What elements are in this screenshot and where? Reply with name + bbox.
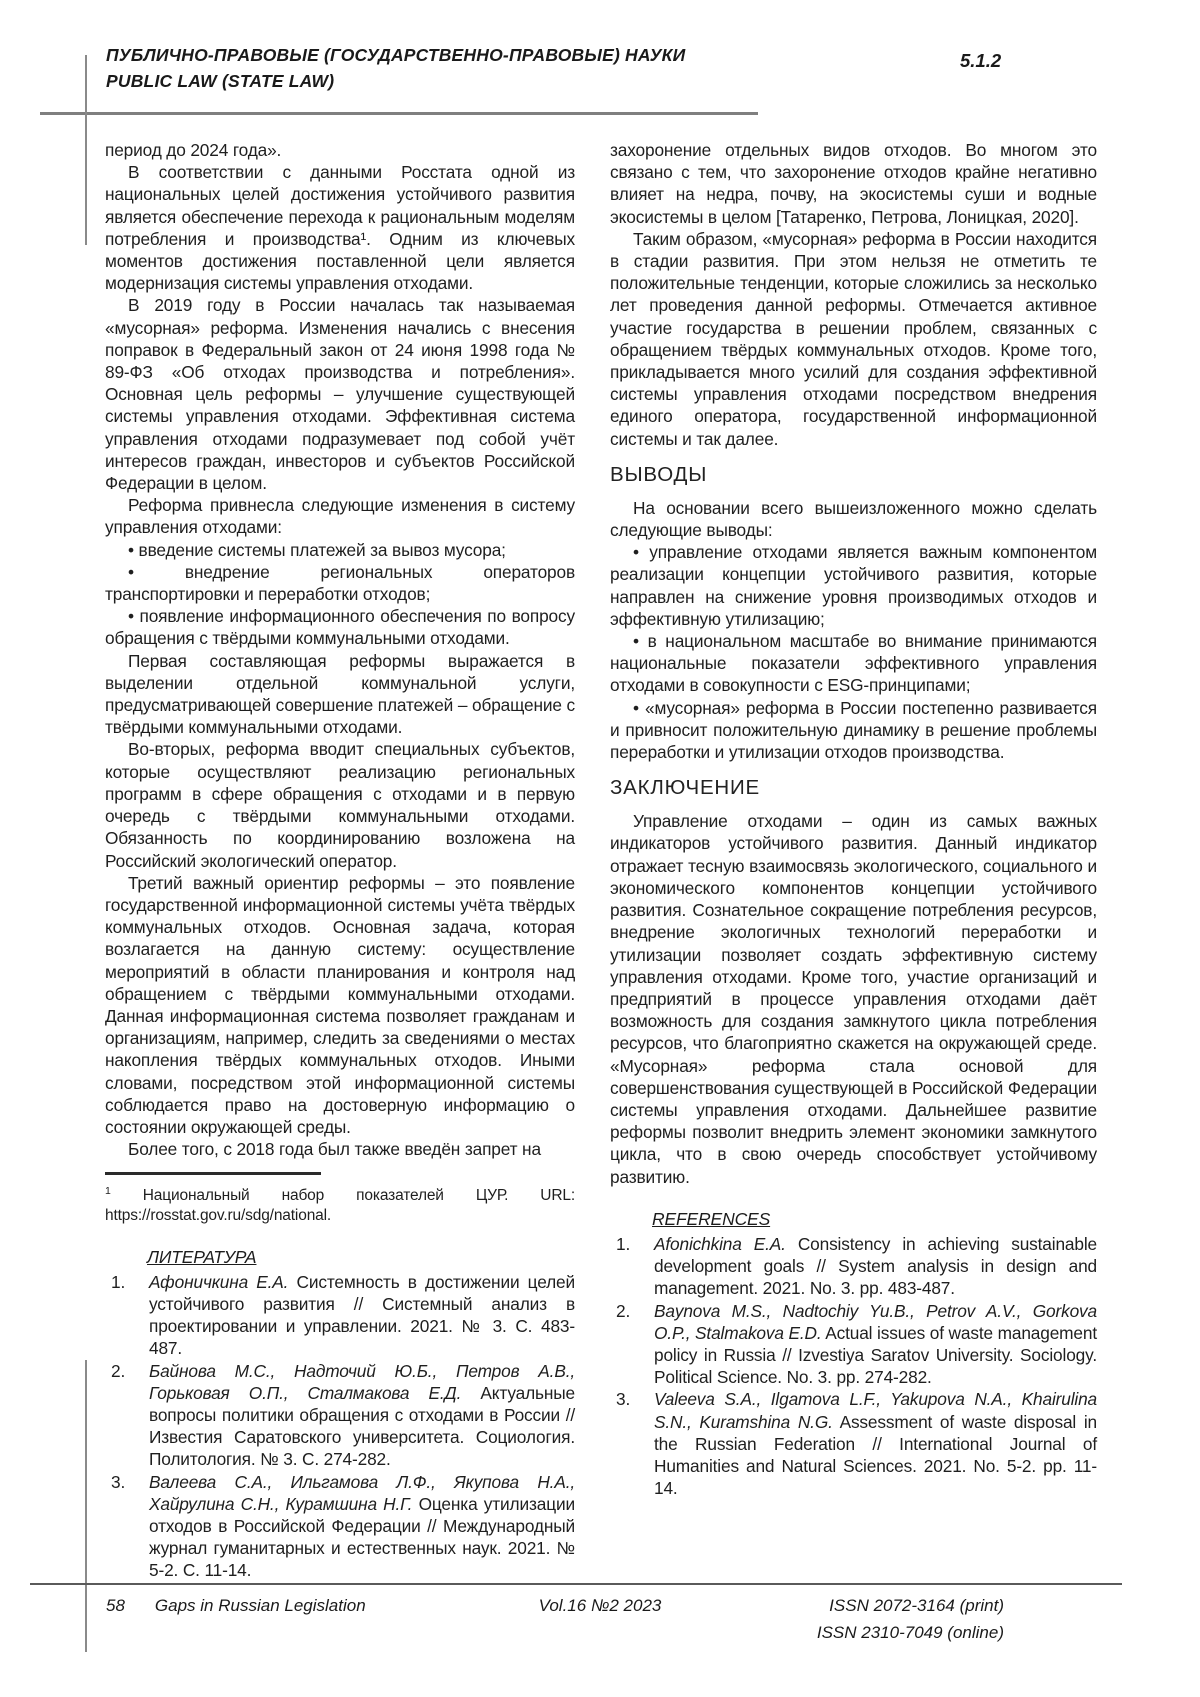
literature-list [105,1271,575,1582]
header-subject-en: PUBLIC LAW (STATE LAW) [106,71,335,91]
reference-number: 2. [111,1360,126,1381]
footer-rule [30,1583,1122,1585]
page-header [106,42,685,94]
reference-authors: Валеева С.А., Ильгамова Л.Ф., Якупова Н.А., Хайрулина С.Н., Курамшина Н.Г. [149,1471,575,1514]
reference-text: Байнова М.С., Надточий Ю.Б., Петров А.В., Горьковая О.П., Сталмакова Е.Д. Актуальные вопросы политики обращения с отходами в России // Известия Саратовского университета. Социология. Политология. № 3. С. 274-282. [149,1360,575,1470]
reference-number: 1. [616,1233,631,1254]
paragraph: Реформа привнесла следующие изменения в систему управления отходами: [105,495,575,538]
page-number: 58 [106,1596,125,1615]
references-heading: REFERENCES [652,1208,771,1229]
bullet-item: • «мусорная» реформа в России постепенно развивается и привносит положительную динамику в решение проблемы переработки и утилизации отходов производства. [610,697,1097,763]
issn-block [817,1592,1004,1646]
footnote [105,1182,575,1225]
issn-print: ISSN 2072-3164 (print) [829,1596,1004,1615]
section-heading: ЗАКЛЮЧЕНИЕ [610,776,761,800]
reference-text: Afonichkina E.A. Consistency in achieving sustainable development goals // System analysis in design and management. 2021. No. 3. pp. 483-487. [654,1233,1097,1299]
footer-left [106,1592,366,1619]
left-column [105,139,575,1582]
reference-number: 3. [616,1389,631,1410]
paragraph: Во-вторых, реформа вводит специальных субъектов, которые осуществляют реализацию региональных программ в сфере обращения с отходами и в первую очередь с твёрдыми коммунальными отходами. Обязанность по координированию возложена на Российский экологический оператор. [105,739,575,871]
reference-number: 1. [111,1271,126,1292]
reference-text: Valeeva S.A., Ilgamova L.F., Yakupova N.A., Khairulina S.N., Kuramshina N.G. Assessment of waste disposal in the Russian Federation // International Journal of Humanities and Natural Sciences. 2021. No. 5-2. pp. 11-14. [654,1389,1097,1499]
issue-info: Vol.16 №2 2023 [538,1596,662,1615]
bullet-item: • управление отходами является важным компонентом реализации концепции устойчивого развития, которые направлен на снижение уровня производимых отходов и эффективную утилизацию; [610,542,1097,629]
left-column-text [105,139,575,1160]
journal-title: Gaps in Russian Legislation [154,1596,366,1615]
margin-rule-bottom [85,1360,87,1652]
right-column-text [610,139,1097,1188]
paragraph: Третий важный ориентир реформы – это появление государственной информационной системы учёта твёрдых коммунальных отходов. Основная задача, которая возлагается на данную систему: осуществление мероприятий в области планирования и контроля над обращением с твёрдыми коммунальными отходами. Данная информационная система позволяет гражданам и организациям, например, следить за сведениями о местах накопления твёрдых коммунальных отходов. Иными словами, посредством этой информационной системы соблюдается право на достоверную информацию о состоянии окружающей среды. [105,872,575,1137]
reference-item [610,1388,1097,1499]
reference-authors: Afonichkina E.A. [654,1233,786,1254]
paragraph: На основании всего вышеизложенного можно сделать следующие выводы: [610,497,1097,541]
paragraph: В 2019 году в России началась так называемая «мусорная» реформа. Изменения начались с внесения поправок в Федеральный закон от 24 июня 1998 года № 89-ФЗ «Об отходах производства и потребления». Основная цель реформы – улучшение существующей системы управления отходами. Эффективная система управления отходами подразумевает под собой учёт интересов граждан, инвесторов и субъектов Российской Федерации в целом. [105,295,575,494]
margin-rule-top [85,55,87,245]
reference-item [105,1471,575,1582]
bullet-item: • в национальном масштабе во внимание принимаются национальные показатели эффективного управления отходами в совокупности с ESG-принципами; [610,631,1097,696]
body-columns [105,139,1097,1582]
reference-item [105,1271,575,1360]
reference-number: 2. [616,1300,631,1321]
reference-text: Афоничкина Е.А. Системность в достижении целей устойчивого развития // Системный анализ в проектировании и управлении. 2021. № 3. С. 483-487. [149,1271,575,1359]
reference-item [105,1360,575,1471]
literature-heading: ЛИТЕРАТУРА [147,1246,257,1267]
reference-text: Baynova M.S., Nadtochiy Yu.B., Petrov A.V., Gorkova O.P., Stalmakova E.D. Actual issues of waste management policy in Russia // Izvestiya Saratov University. Sociology. Political Science. No. 3. pp. 274-282. [654,1300,1097,1388]
paragraph: Более того, с 2018 года был также введён запрет на [128,1139,541,1160]
footnote-rule [105,1172,321,1175]
references-list [610,1233,1097,1499]
reference-number: 3. [111,1471,126,1492]
paragraph: период до 2024 года». [105,140,282,160]
reference-text: Валеева С.А., Ильгамова Л.Ф., Якупова Н.А., Хайрулина С.Н., Курамшина Н.Г. Оценка утилизации отходов в Российской Федерации // Международный журнал гуманитарных и естественных наук. 2021. № 5-2. С. 11-14. [149,1471,575,1581]
reference-item [610,1300,1097,1389]
section-heading: ВЫВОДЫ [610,462,708,486]
paragraph: В соответствии с данными Росстата одной из национальных целей достижения устойчивого развития является обеспечение перехода к рациональным моделям потребления и производства¹. Одним из ключевых моментов достижения поставленной цели является модернизация системы управления отходами. [105,162,575,294]
classification-code: 5.1.2 [960,50,1002,71]
reference-authors: Афоничкина Е.А. [149,1271,289,1292]
bullet-item: • появление информационного обеспечения по вопросу обращения с твёрдыми коммунальными отходами. [105,606,575,649]
header-subject-ru: ПУБЛИЧНО-ПРАВОВЫЕ (ГОСУДАРСТВЕННО-ПРАВОВЫЕ) НАУКИ [106,45,686,65]
reference-authors: Байнова М.С., Надточий Ю.Б., Петров А.В., Горьковая О.П., Сталмакова Е.Д. [149,1360,575,1403]
paragraph: Управление отходами – один из самых важных индикаторов устойчивого развития. Данный индикатор отражает тесную взаимосвязь экологического, социального и экономического компонентов концепции устойчивого развития. Сознательное сокращение потребления ресурсов, внедрение экологичных технологий переработки и утилизации позволяет создать эффективную систему управления отходами. Кроме того, участие организаций и предприятий в процессе управления отходами даёт возможность для создания замкнутого цикла потребления ресурсов, что благоприятно скажется на окружающей среде. «Мусорная» реформа стала основой для совершенствования существующей в Российской Федерации системы управления отходами. Дальнейшее развитие реформы позволит внедрить элемент экономики замкнутого цикла, что в свою очередь способствует устойчивому развитию. [610,811,1097,1187]
bullet-item: • внедрение региональных операторов транспортировки и переработки отходов; [105,561,575,605]
footnote-text: Национальный набор показателей ЦУР. URL: https://rosstat.gov.ru/sdg/national. [105,1187,575,1224]
footnote-marker: 1 [105,1185,111,1198]
reference-item [610,1233,1097,1300]
bullet-item: • введение системы платежей за вывоз мусора; [128,539,506,560]
paragraph: Первая составляющая реформы выражается в выделении отдельной коммунальной услуги, предусматривающей совершение платежей – обращение с твёрдыми коммунальными отходами. [105,650,575,738]
paragraph: захоронение отдельных видов отходов. Во многом это связано с тем, что захоронение отходов крайне негативно влияет на недра, почву, на экосистемы суши и водные экосистемы в целом [Татаренко, Петрова, Лоницкая, 2020]. [610,140,1097,227]
reference-authors: Baynova M.S., Nadtochiy Yu.B., Petrov A.V., Gorkova O.P., Stalmakova E.D. [654,1300,1097,1343]
issn-online: ISSN 2310-7049 (online) [816,1623,1004,1642]
paragraph: Таким образом, «мусорная» реформа в России находится в стадии развития. При этом нельзя не отметить те положительные тенденции, которые сложились за несколько лет проведения данной реформы. Отмечается активное участие государства в решении проблем, связанных с обращением твёрдых коммунальных отходов. Кроме того, прикладывается много усилий для создания эффективной системы управления отходами посредством внедрения единого оператора, государственной информационной системы и так далее. [610,228,1097,449]
reference-authors: Valeeva S.A., Ilgamova L.F., Yakupova N.A., Khairulina S.N., Kuramshina N.G. [654,1389,1097,1432]
header-rule [40,112,758,115]
right-column [610,139,1097,1582]
